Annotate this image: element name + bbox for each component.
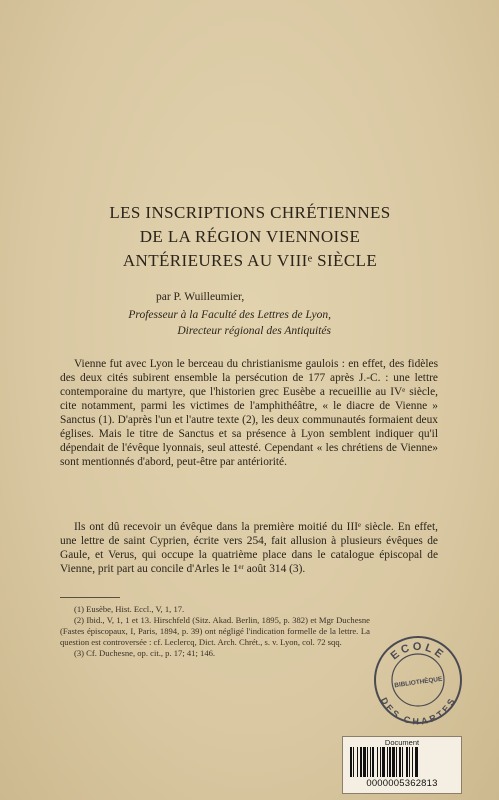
affiliation-line-1: Professeur à la Faculté des Lettres de Lyon, [128, 309, 331, 321]
affiliation-line-2: Directeur régional des Antiquités [177, 325, 331, 337]
barcode-bar [360, 747, 362, 777]
barcode-bar [387, 747, 388, 777]
barcode-label [342, 736, 462, 794]
barcode-bars [349, 747, 455, 777]
stamp-top-text: ECOLE [388, 640, 448, 663]
title-line-2: DE LA RÉGION VIENNOISE [139, 227, 361, 246]
barcode-title: Document [384, 738, 420, 747]
barcode-bar [377, 747, 378, 777]
footnote-2: (2) Ibid., V, 1, 1 et 13. Hirschfeld (Sitz. Akad. Berlin, 1895, p. 382) et Mgr Duchesne (Fastes épiscopaux, I, Paris, 1894, p. 39) ont négligé l'indication formelle de la lettre. La question est controversée : cf. Leclercq, Dict. Arch. Chrét., s. v. Lyon, col. 72 sqq. [60, 615, 370, 647]
barcode-bar [396, 747, 397, 777]
barcode-bar [370, 747, 371, 777]
barcode-bar [380, 747, 381, 777]
stamp-center-text: BIBLIOTHÈQUE [393, 675, 443, 690]
barcode-number: 0000005362813 [366, 778, 438, 789]
stamp-bottom-text: DES CHARTES [378, 695, 458, 726]
title-line-1: LES INSCRIPTIONS CHRÉTIENNES [109, 203, 391, 222]
footnotes [60, 604, 370, 659]
barcode-bar [350, 747, 352, 777]
barcode-bar [363, 747, 366, 777]
paragraph-1: Vienne fut avec Lyon le berceau du christianisme gaulois : en effet, des fidèles des deux cités subirent ensemble la persécution de 177 après J.-C. : une lettre contemporaine du martyre, que l'historien grec Eusèbe a recueillie au IVᵉ siècle, cite notamment, parmi les victimes de l'amphithéâtre, « le diacre de Vienne » Sanctus (1). D'après l'un et l'autre texte (2), les deux communautés formaient deux églises. Mais le titre de Sanctus et sa présence à Lyon semblent indiquer qu'il dépendait de l'évêque lyonnais, seul attesté. Cependant « les chrétiens de Vienne» sont mentionnés d'abord, peut-être par antériorité. [60, 358, 438, 468]
barcode-bar [382, 747, 385, 777]
barcode-bar [392, 747, 395, 777]
footnote-3: (3) Cf. Duchesne, op. cit., p. 17; 41; 146. [74, 648, 216, 658]
title-line-3: ANTÉRIEURES AU VIIIᵉ SIÈCLE [122, 251, 378, 270]
barcode-bar [357, 747, 358, 777]
footnote-1: (1) Eusèbe, Hist. Eccl., V, 1, 17. [74, 604, 185, 614]
barcode-bar [412, 747, 413, 777]
barcode-bar [367, 747, 368, 777]
barcode-bar [389, 747, 391, 777]
author-line: par P. Wuilleumier, [156, 291, 245, 303]
barcode-bar [372, 747, 374, 777]
footnote-divider [60, 597, 120, 598]
svg-text:ECOLE [389, 641, 448, 662]
barcode-bar [399, 747, 401, 777]
barcode-bar [353, 747, 354, 777]
svg-text:DES CHARTES [379, 696, 457, 726]
barcode-bar [406, 747, 408, 777]
paragraph-2: Ils ont dû recevoir un évêque dans la première moitié du IIIᵉ siècle. En effet, une lettre de saint Cyprien, écrite vers 254, fait allusion à plusieurs évêques de Gaule, et Verus, qui occupe la quatrième place dans le catalogue épiscopal de Vienne, prit part au concile d'Arles le 1ᵉʳ août 314 (3). [60, 521, 438, 575]
library-stamp [372, 634, 464, 726]
barcode-bar [409, 747, 410, 777]
barcode-bar [402, 747, 403, 777]
barcode-bar [415, 747, 418, 777]
